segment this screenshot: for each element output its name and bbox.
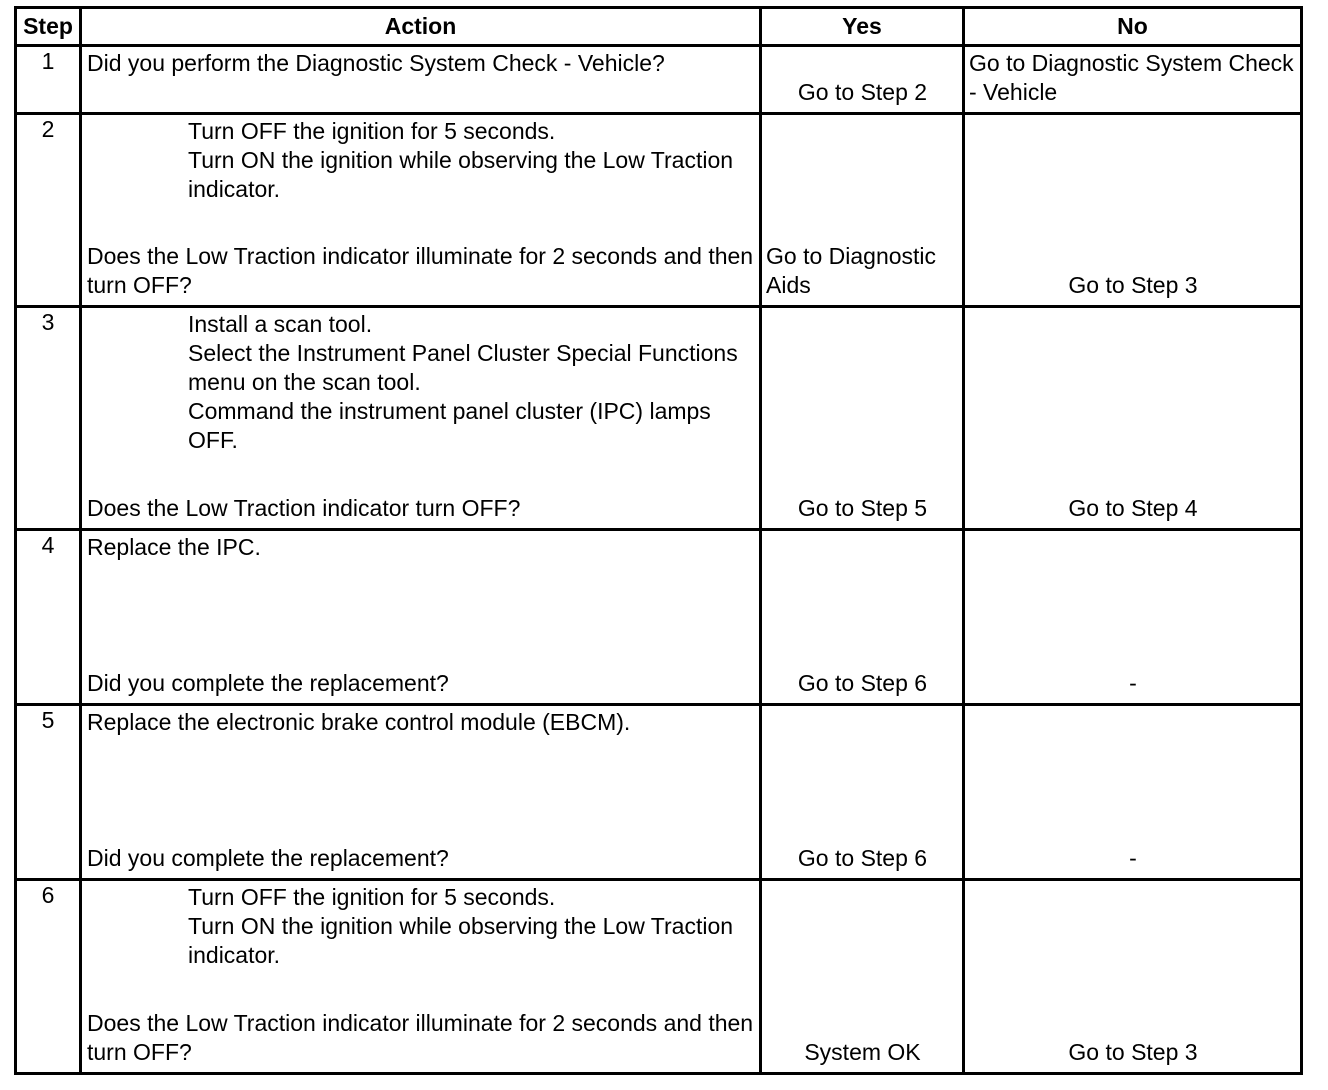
- no-cell: [964, 114, 1302, 307]
- action-question: Did you complete the replacement?: [87, 845, 449, 871]
- table-row: [16, 530, 1302, 705]
- yes-result: Go to Step 5: [797, 495, 928, 521]
- action-question: Did you complete the replacement?: [87, 670, 449, 696]
- no-result: Go to Step 4: [1068, 495, 1198, 521]
- action-instruction: Turn ON the ignition while observing the Low Traction indicator.: [188, 147, 740, 202]
- yes-result: Go to Step 2: [797, 79, 928, 105]
- no-cell: [964, 705, 1302, 880]
- yes-result: System OK: [804, 1039, 921, 1065]
- yes-result: Go to Diagnostic Aids: [766, 243, 937, 298]
- header-action: Action: [81, 8, 761, 46]
- header-step: Step: [16, 8, 81, 46]
- step-number: 2: [16, 114, 81, 307]
- no-cell: [964, 530, 1302, 705]
- no-cell: [964, 46, 1302, 114]
- no-cell: [964, 307, 1302, 530]
- yes-cell: [761, 307, 964, 530]
- yes-result: Go to Step 6: [797, 845, 928, 871]
- action-cell: [81, 114, 761, 307]
- no-result: Go to Step 3: [1068, 272, 1198, 298]
- table-header-row: [16, 8, 1302, 46]
- action-question: Did you perform the Diagnostic System Check - Vehicle?: [87, 50, 665, 76]
- action-instruction: Turn OFF the ignition for 5 seconds.: [188, 118, 556, 144]
- action-instruction: Select the Instrument Panel Cluster Special Functions menu on the scan tool.: [188, 340, 745, 395]
- action-instruction: Turn OFF the ignition for 5 seconds.: [188, 884, 556, 910]
- yes-cell: [761, 46, 964, 114]
- no-result: Go to Diagnostic System Check - Vehicle: [969, 50, 1294, 105]
- diagnostic-table: [14, 6, 1303, 1075]
- yes-result: Go to Step 6: [797, 670, 928, 696]
- yes-cell: [761, 530, 964, 705]
- no-cell: [964, 880, 1302, 1074]
- yes-cell: [761, 705, 964, 880]
- step-number: 4: [16, 530, 81, 705]
- action-cell: [81, 307, 761, 530]
- action-instructions: [87, 883, 755, 970]
- step-number: 1: [16, 46, 81, 114]
- step-number: 5: [16, 705, 81, 880]
- table-row: [16, 46, 1302, 114]
- header-yes: Yes: [761, 8, 964, 46]
- table-row: [16, 880, 1302, 1074]
- action-question: Does the Low Traction indicator illuminate for 2 seconds and then turn OFF?: [87, 243, 760, 298]
- header-no: No: [964, 8, 1302, 46]
- action-instruction: Turn ON the ignition while observing the Low Traction indicator.: [188, 913, 740, 968]
- action-instruction: Install a scan tool.: [188, 311, 373, 337]
- action-cell: [81, 530, 761, 705]
- no-result: Go to Step 3: [1068, 1039, 1198, 1065]
- action-question: Does the Low Traction indicator illuminate for 2 seconds and then turn OFF?: [87, 1010, 760, 1065]
- action-instruction: Replace the IPC.: [87, 534, 261, 560]
- action-instructions: [87, 310, 755, 455]
- action-cell: [81, 705, 761, 880]
- step-number: 6: [16, 880, 81, 1074]
- action-cell: [81, 880, 761, 1074]
- yes-cell: [761, 114, 964, 307]
- step-number: 3: [16, 307, 81, 530]
- no-result: -: [1129, 670, 1137, 696]
- table-row: [16, 307, 1302, 530]
- action-question: Does the Low Traction indicator turn OFF?: [87, 495, 521, 521]
- action-instruction: Command the instrument panel cluster (IPC) lamps OFF.: [188, 398, 718, 453]
- action-instructions: [87, 117, 755, 204]
- table-row: [16, 114, 1302, 307]
- action-instruction: Replace the electronic brake control module (EBCM).: [87, 709, 631, 735]
- no-result: -: [1129, 845, 1137, 871]
- table-row: [16, 705, 1302, 880]
- yes-cell: [761, 880, 964, 1074]
- action-cell: [81, 46, 761, 114]
